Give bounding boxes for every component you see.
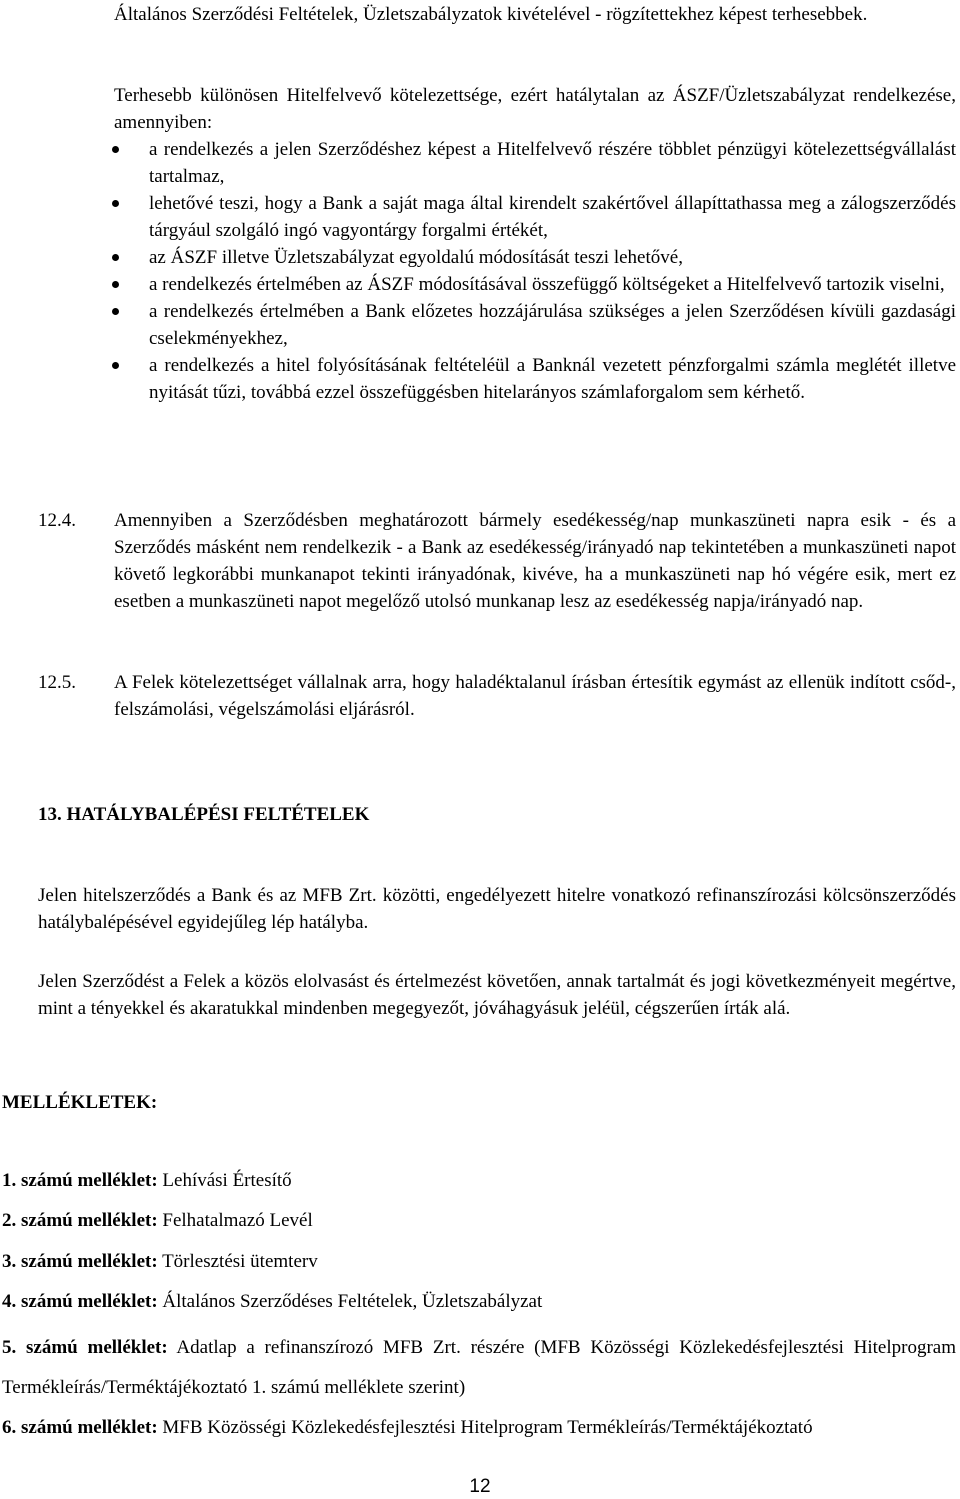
annex-item-3: 3. számú melléklet: Törlesztési ütemterv: [2, 1251, 318, 1272]
section-12-4-text: Amennyiben a Szerződésben meghatározott bármely esedékesség/nap munkaszüneti napra esik - és a Szerződés másként nem rendelkezik - a Bank az esedékesség/irányadó nap tekintetében a munkaszüneti napot követő legkorábbi munkanapot tekinti irányadónak, kivéve, ha a munkaszüneti nap hó végére esik, mert ez esetben a munkaszüneti napot megelőző utolsó munkanap lesz az esedékesség napja/irányadó nap.: [114, 510, 956, 612]
section-number-12-4: 12.4.: [38, 510, 76, 531]
annex-item-1: 1. számú melléklet: Lehívási Értesítő: [2, 1170, 292, 1191]
heavier-obligation-intro: Terhesebb különösen Hitelfelvevő kötelezettsége, ezért hatálytalan az ÁSZF/Üzletszabályzat rendelkezése, amennyiben:: [114, 85, 956, 133]
page-number: 12: [469, 1476, 491, 1497]
list-item: az ÁSZF illetve Üzletszabályzat egyoldalú módosítását teszi lehetővé,: [112, 244, 956, 271]
section-13-paragraph-2: Jelen Szerződést a Felek a közös elolvasást és értelmezést követően, annak tartalmát és jogi következményeit megértve, mint a tényekkel és akaratukkal mindenben megegyezőt, jóváhagyásuk jeléül, cégszerűen írták alá.: [38, 971, 956, 1019]
annex-item-6: 6. számú melléklet: MFB Közösségi Közlekedésfejlesztési Hitelprogram Termékleírás/Terméktájékoztató: [2, 1417, 813, 1438]
list-item: a rendelkezés értelmében a Bank előzetes hozzájárulása szükséges a jelen Szerződésen kívüli gazdasági cselekményekhez,: [112, 298, 956, 352]
annexes-title: MELLÉKLETEK:: [2, 1092, 158, 1113]
bullet-icon: [112, 281, 119, 288]
annex-item-5: 5. számú melléklet: Adatlap a refinanszírozó MFB Zrt. részére (MFB Közösségi Közlekedésfejlesztési Hitelprogram Termékleírás/Terméktájékoztató 1. számú melléklete szerint): [2, 1337, 957, 1398]
section-13-paragraph-1: Jelen hitelszerződés a Bank és az MFB Zrt. közötti, engedélyezett hitelre vonatkozó refinanszírozási kölcsönszerződés hatálybalépésével egyidejűleg lép hatályba.: [38, 885, 956, 933]
section-12-5-text: A Felek kötelezettséget vállalnak arra, hogy haladéktalanul írásban értesítik egymást az ellenük indított csőd-, felszámolási, végelszámolási eljárásról.: [114, 672, 956, 720]
bullet-icon: [112, 200, 119, 207]
obligation-bullet-list: [112, 136, 956, 406]
annex-item-4: 4. számú melléklet: Általános Szerződéses Feltételek, Üzletszabályzat: [2, 1291, 543, 1312]
bullet-icon: [112, 308, 119, 315]
annex-item-2: 2. számú melléklet: Felhatalmazó Levél: [2, 1210, 313, 1231]
list-item: a rendelkezés a jelen Szerződéshez képest a Hitelfelvevő részére többlet pénzügyi kötelezettségvállalást tartalmaz,: [112, 136, 956, 190]
section-13-title: 13. HATÁLYBALÉPÉSI FELTÉTELEK: [38, 804, 370, 825]
bullet-icon: [112, 146, 119, 153]
bullet-icon: [112, 362, 119, 369]
list-item: a rendelkezés értelmében az ÁSZF módosításával összefüggő költségeket a Hitelfelvevő tartozik viselni,: [112, 271, 956, 298]
section-number-12-5: 12.5.: [38, 672, 76, 693]
intro-paragraph: Általános Szerződési Feltételek, Üzletszabályzatok kivételével - rögzítettekhez képest terhesebbek.: [114, 4, 868, 25]
bullet-icon: [112, 254, 119, 261]
list-item: a rendelkezés a hitel folyósításának feltételéül a Banknál vezetett pénzforgalmi számla meglétét illetve nyitását tűzi, továbbá ezzel összefüggésben hitelarányos számlaforgalom sem kérhető.: [112, 352, 956, 406]
list-item: lehetővé teszi, hogy a Bank a saját maga által kirendelt szakértővel állapíttathassa meg a zálogszerződés tárgyául szolgáló ingó vagyontárgy forgalmi értékét,: [112, 190, 956, 244]
